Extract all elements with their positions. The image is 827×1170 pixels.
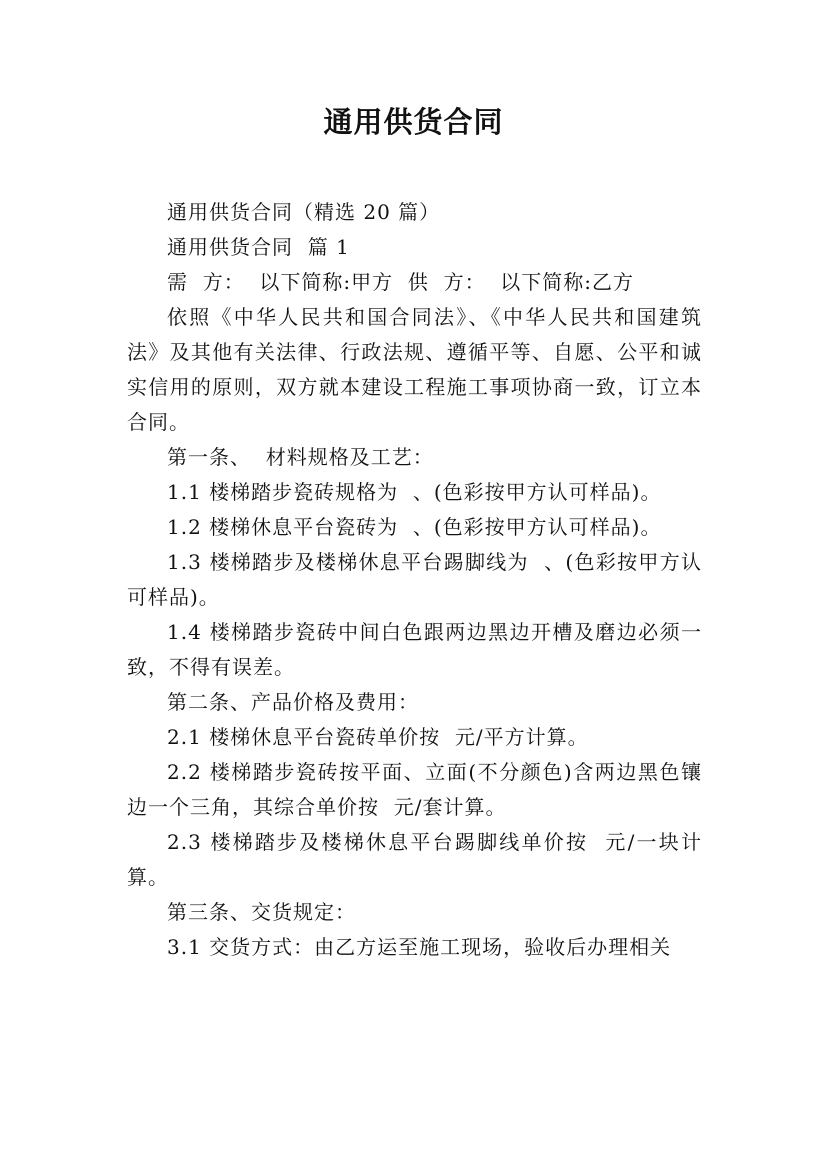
clause-1-1: 1.1 楼梯踏步瓷砖规格为 、(色彩按甲方认可样品)。 <box>167 480 662 504</box>
clause-1-2: 1.2 楼梯休息平台瓷砖为 、(色彩按甲方认可样品)。 <box>167 515 662 539</box>
clause-2-2: 2.2 楼梯踏步瓷砖按平面、立面(不分颜色)含两边黑色镶边一个三角，其综合单价按 元/套计算。 <box>127 760 702 819</box>
clause-2-3: 2.3 楼梯踏步及楼梯休息平台踢脚线单价按 元/一块计算。 <box>127 830 702 889</box>
paragraph-section-heading: 通用供货合同 篇 1 <box>167 235 350 259</box>
clause-1-4: 1.4 楼梯踏步瓷砖中间白色跟两边黑边开槽及磨边必须一致，不得有误差。 <box>127 620 702 679</box>
article-heading-1: 第一条、 材料规格及工艺： <box>167 445 434 469</box>
article-heading-3: 第三条、交货规定： <box>167 900 356 924</box>
clause-2-1: 2.1 楼梯休息平台瓷砖单价按 元/平方计算。 <box>167 725 589 749</box>
paragraph-parties: 需 方： 以下简称:甲方 供 方： 以下简称:乙方 <box>167 270 635 294</box>
clause-1-3: 1.3 楼梯踏步及楼梯休息平台踢脚线为 、(色彩按甲方认可样品)。 <box>127 550 702 609</box>
paragraph-subtitle: 通用供货合同（精选 20 篇） <box>167 200 441 224</box>
clause-3-1: 3.1 交货方式：由乙方运至施工现场，验收后办理相关 <box>167 935 672 959</box>
paragraph-preamble: 依照《中华人民共和国合同法》、《中华人民共和国建筑法》及其他有关法律、行政法规、遵循平等、自愿、公平和诚实信用的原则，双方就本建设工程施工事项协商一致，订立本合同。 <box>127 305 702 434</box>
article-heading-2: 第二条、产品价格及费用： <box>167 690 419 714</box>
document-title: 通用供货合同 <box>323 105 504 139</box>
document-body <box>127 195 702 965</box>
